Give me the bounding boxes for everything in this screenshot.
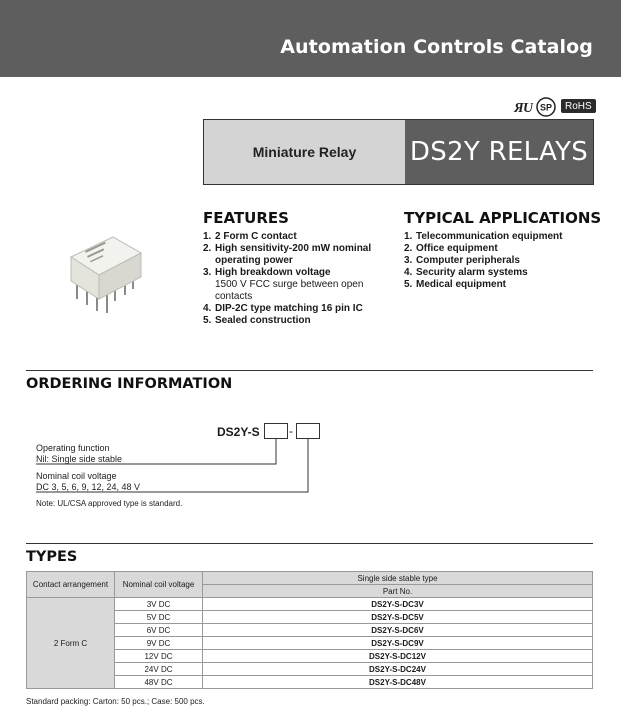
csa-icon [536, 97, 556, 117]
part-no-cell: DS2Y-S-DC9V [203, 637, 593, 650]
features-list [203, 231, 393, 327]
coil-voltage-box [296, 423, 320, 439]
relay-product-image [65, 227, 145, 317]
features-heading: FEATURES [203, 209, 289, 227]
section-divider [26, 370, 593, 371]
ul-recognized-mark [513, 97, 533, 117]
application-item: 3. Computer peripherals [404, 255, 520, 266]
product-category: Miniature Relay [252, 144, 357, 160]
svg-text:Я: Я [514, 101, 524, 116]
ordering-separator: - [289, 424, 293, 438]
applications-heading: TYPICAL APPLICATIONS [404, 209, 602, 227]
coil-voltage-value: DC 3, 5, 6, 9, 12, 24, 48 V [36, 482, 141, 492]
operating-function-label: Operating function [36, 443, 110, 453]
part-no-cell: DS2Y-S-DC12V [203, 650, 593, 663]
col-header-part-no: Part No. [203, 585, 593, 598]
operating-function-box [264, 423, 288, 439]
col-header-stable-type: Single side stable type [203, 572, 593, 585]
types-heading: TYPES [26, 549, 78, 565]
feature-item: 1. 2 Form C contact [203, 231, 297, 242]
ul-icon [513, 98, 533, 116]
part-no-cell: DS2Y-S-DC6V [203, 624, 593, 637]
coil-voltage-label: Nominal coil voltage [36, 471, 117, 481]
application-item: 5. Medical equipment [404, 279, 507, 290]
ordering-heading: ORDERING INFORMATION [26, 376, 233, 392]
voltage-cell: 5V DC [115, 611, 203, 624]
catalog-header-band [0, 0, 621, 77]
voltage-cell: 3V DC [115, 598, 203, 611]
rohs-badge: RoHS [561, 99, 596, 113]
part-no-cell: DS2Y-S-DC24V [203, 663, 593, 676]
operating-function-value: Nil: Single side stable [36, 454, 123, 464]
application-item: 1. Telecommunication equipment [404, 231, 563, 242]
voltage-cell: 6V DC [115, 624, 203, 637]
part-no-cell: DS2Y-S-DC3V [203, 598, 593, 611]
voltage-cell: 24V DC [115, 663, 203, 676]
svg-text:SP: SP [539, 102, 553, 113]
part-no-cell: DS2Y-S-DC5V [203, 611, 593, 624]
col-header-voltage: Nominal coil voltage [115, 572, 203, 598]
svg-text:U: U [523, 101, 533, 116]
applications-list [404, 231, 594, 291]
application-item: 4. Security alarm systems [404, 267, 528, 278]
feature-item: 5. Sealed construction [203, 315, 311, 326]
types-table [26, 571, 593, 689]
product-title-box [203, 119, 594, 185]
feature-item: 3. High breakdown voltage 1500 V FCC surge between open contacts [203, 267, 364, 302]
contact-arrangement-cell: 2 Form C [27, 598, 115, 689]
ordering-note: Note: UL/CSA approved type is standard. [36, 499, 183, 508]
voltage-cell: 12V DC [115, 650, 203, 663]
application-item: 2. Office equipment [404, 243, 498, 254]
voltage-cell: 48V DC [115, 676, 203, 689]
ordering-code-prefix: DS2Y-S [217, 425, 260, 439]
catalog-title: Automation Controls Catalog [280, 36, 593, 58]
section-divider [26, 543, 593, 544]
feature-item: 2. High sensitivity-200 mW nominal operating power [203, 243, 372, 266]
voltage-cell: 9V DC [115, 637, 203, 650]
feature-item: 4. DIP-2C type matching 16 pin IC [203, 303, 363, 314]
csa-mark [536, 97, 556, 117]
col-header-contact: Contact arrangement [27, 572, 115, 598]
packing-note: Standard packing: Carton: 50 pcs.; Case: 500 pcs. [26, 697, 205, 706]
product-name: DS2Y RELAYS [405, 120, 593, 184]
table-row [27, 598, 593, 611]
part-no-cell: DS2Y-S-DC48V [203, 676, 593, 689]
